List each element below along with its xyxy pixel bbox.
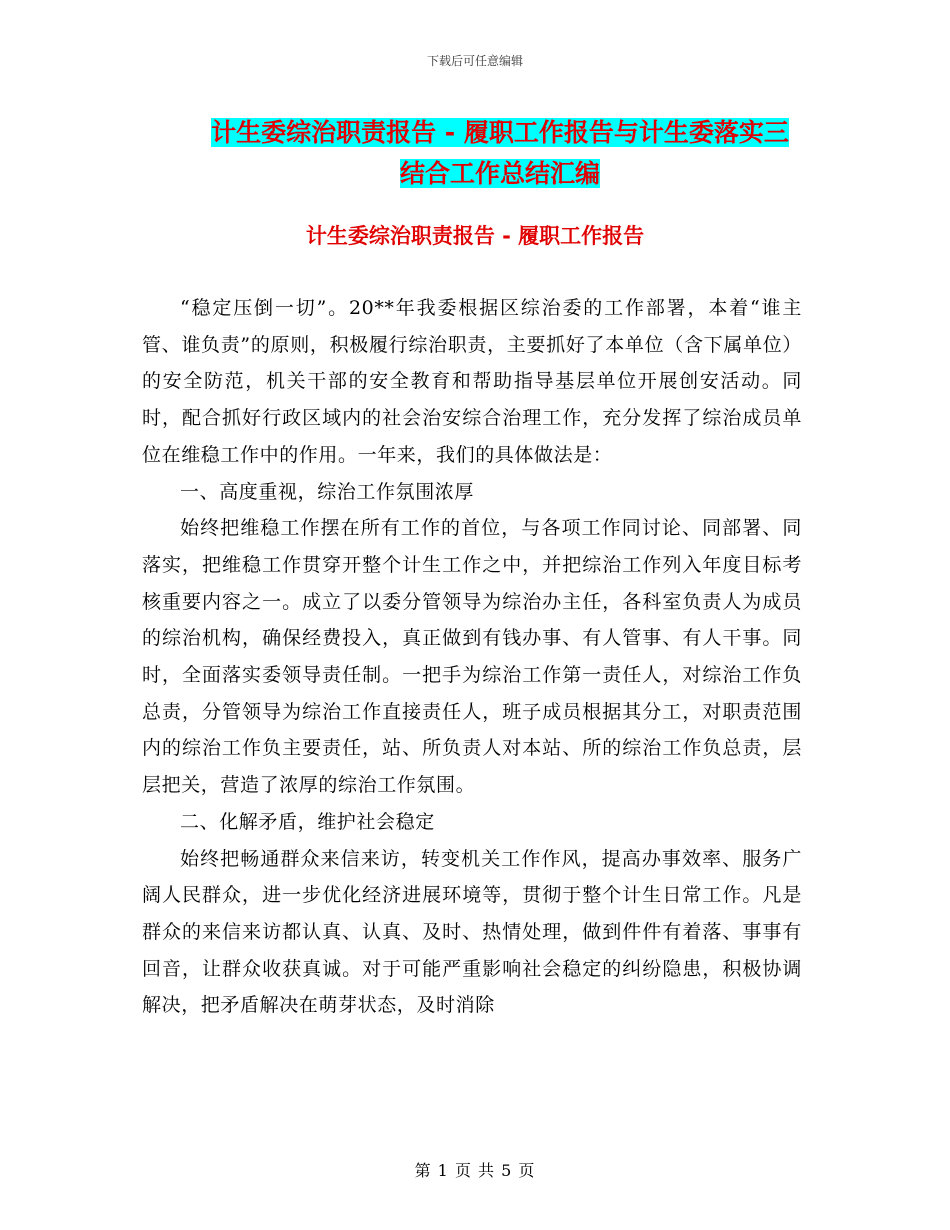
document-title-line-2: 结合工作总结汇编 [399, 159, 600, 188]
document-body [142, 290, 802, 1024]
header-note: 下载后可任意编辑 [426, 54, 523, 68]
document-title [140, 112, 860, 194]
paragraph-one: 始终把维稳工作摆在所有工作的首位，与各项工作同讨论、同部署、同落实，把维稳工作贯穿开整个计生工作之中，并把综治工作列入年度目标考核重要内容之一。成立了以委分管领导为综治办主任，各科室负责人为成员的综治机构，确保经费投入，真正做到有钱办事、有人管事、有人干事。同时，全面落实委领导责任制。一把手为综治工作第一责任人，对综治工作负总责，分管领导为综治工作直接责任人，班子成员根据其分工，对职责范围内的综治工作负主要责任，站、所负责人对本站、所的综治工作负总责，层层把关，营造了浓厚的综治工作氛围。 [142, 517, 802, 797]
paragraph-two: 始终把畅通群众来信来访，转变机关工作作风，提高办事效率、服务广阔人民群众，进一步优化经济进展环境等，贯彻于整个计生日常工作。凡是群众的来信来访都认真、认真、及时、热情处理，做到件件有着落、事事有回音，让群众收获真诚。对于可能严重影响社会稳定的纠纷隐患，积极协调解决，把矛盾解决在萌芽状态，及时消除 [142, 847, 802, 1017]
paragraph-intro: “稳定压倒一切”。20**年我委根据区综治委的工作部署，本着“谁主管、谁负责”的原则，积极履行综治职责，主要抓好了本单位（含下属单位）的安全防范，机关干部的安全教育和帮助指导基层单位开展创安活动。同时，配合抓好行政区域内的社会治安综合治理工作，充分发挥了综治成员单位在维稳工作中的作用。一年来，我们的具体做法是： [142, 297, 802, 466]
heading-two: 二、化解矛盾，维护社会稳定 [180, 810, 435, 833]
page-number: 第 1 页 共 5 页 [414, 1161, 536, 1180]
section-title: 计生委综治职责报告 - 履职工作报告 [305, 224, 645, 248]
document-title-line-1: 计生委综治职责报告 - 履职工作报告与计生委落实三 [211, 118, 789, 147]
heading-one: 一、高度重视，综治工作氛围浓厚 [180, 480, 475, 503]
